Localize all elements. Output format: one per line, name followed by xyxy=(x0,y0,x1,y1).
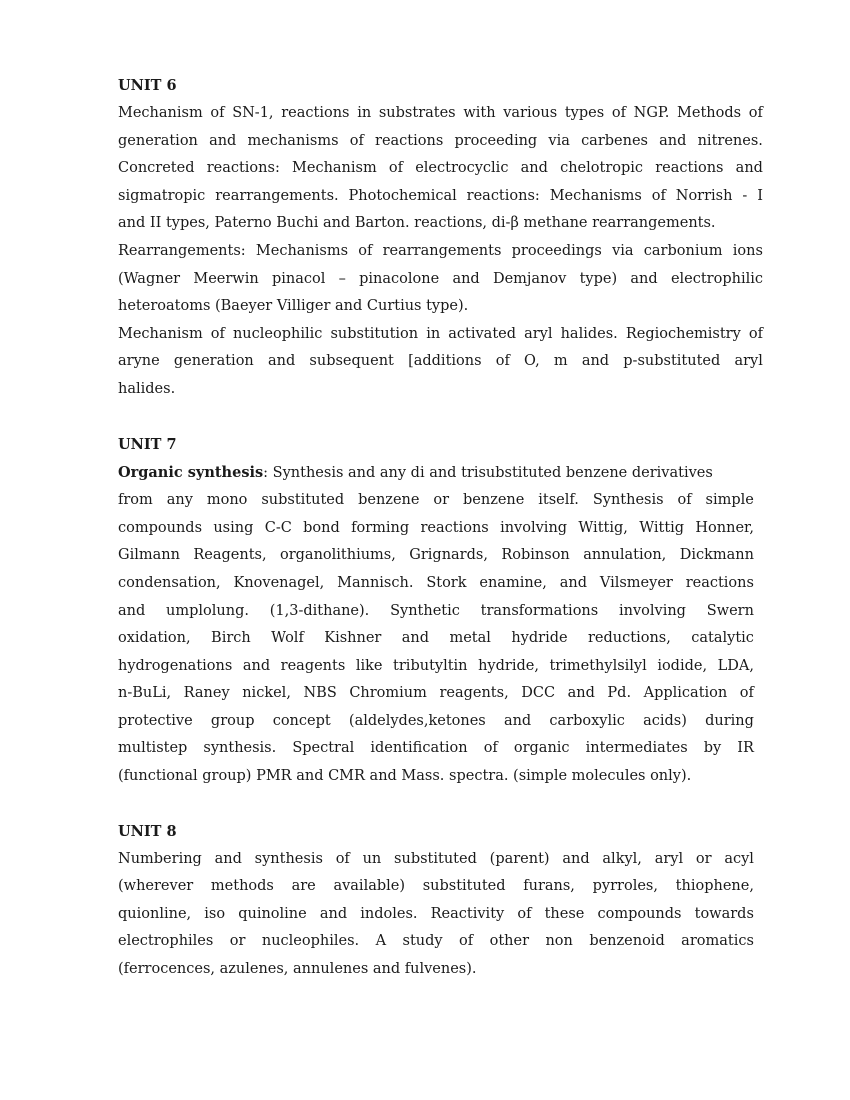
text-line: (ferrocences, azulenes, annulenes and fulvenes). xyxy=(118,961,477,978)
text-line: Concreted reactions: Mechanism of electrocyclic and chelotropic reactions and xyxy=(118,160,763,177)
unit-8-heading: UNIT 8 xyxy=(118,822,177,840)
text-line: from any mono substituted benzene or benzene itself. Synthesis of simple xyxy=(118,492,754,509)
text-line: (Wagner Meerwin pinacol – pinacolone and Demjanov type) and electrophilic xyxy=(118,270,763,287)
text-line: compounds using C-C bond forming reactions involving Wittig, Wittig Honner, xyxy=(118,519,754,536)
text-line: and II types, Paterno Buchi and Barton. reactions, di-β methane rearrangements. xyxy=(118,215,716,232)
text-line: (functional group) PMR and CMR and Mass. spectra. (simple molecules only). xyxy=(118,768,692,785)
organic-synthesis-lead: Organic synthesis xyxy=(118,463,264,481)
unit-7-section xyxy=(118,431,763,791)
text-line: quionline, iso quinoline and indoles. Reactivity of these compounds towards xyxy=(118,905,754,922)
text-line: and umplolung. (1,3-dithane). Synthetic transformations involving Swern xyxy=(118,602,754,619)
text-line: multistep synthesis. Spectral identification of organic intermediates by IR xyxy=(118,740,754,757)
unit-8-section xyxy=(118,818,763,984)
text-line: Mechanism of SN-1, reactions in substrates with various types of NGP. Methods of xyxy=(118,105,763,121)
text-line: generation and mechanisms of reactions proceeding via carbenes and nitrenes. xyxy=(118,132,763,149)
unit-8-body xyxy=(118,846,763,984)
unit-7-body xyxy=(118,487,763,791)
text-line: condensation, Knovenagel, Mannisch. Stork enamine, and Vilsmeyer reactions xyxy=(118,574,754,591)
text-line: halides. xyxy=(118,380,176,397)
text-line: sigmatropic rearrangements. Photochemical reactions: Mechanisms of Norrish - I xyxy=(118,187,763,204)
unit-7-heading: UNIT 7 xyxy=(118,435,177,453)
text-line: (wherever methods are available) substituted furans, pyrroles, thiophene, xyxy=(118,878,754,895)
text-line: heteroatoms (Baeyer Villiger and Curtius type). xyxy=(118,298,469,315)
text-line: Mechanism of nucleophilic substitution in activated aryl halides. Regiochemistry of xyxy=(118,325,763,342)
text-line: electrophiles or nucleophiles. A study of other non benzenoid aromatics xyxy=(118,933,754,950)
unit-6-section xyxy=(118,72,763,404)
unit-7-first-line-text xyxy=(118,459,713,488)
text-line: Rearrangements: Mechanisms of rearrangements proceedings via carbonium ions xyxy=(118,242,763,259)
text-line: oxidation, Birch Wolf Kishner and metal hydride reductions, catalytic xyxy=(118,630,754,647)
unit-7-first-line-rest: : Synthesis and any di and trisubstituted benzene derivatives xyxy=(263,464,713,481)
unit-6-heading: UNIT 6 xyxy=(118,77,177,94)
document-page xyxy=(118,72,763,1011)
unit-6-body xyxy=(118,100,763,404)
text-line: Numbering and synthesis of un substituted (parent) and alkyl, aryl or acyl xyxy=(118,850,754,867)
unit-7-first-line xyxy=(118,459,754,488)
text-line: hydrogenations and reagents like tributyltin hydride, trimethylsilyl iodide, LDA, xyxy=(118,657,754,674)
text-line: n-BuLi, Raney nickel, NBS Chromium reagents, DCC and Pd. Application of xyxy=(118,685,754,702)
text-line: aryne generation and subsequent [additions of O, m and p-substituted aryl xyxy=(118,353,763,370)
text-line: protective group concept (aldelydes,ketones and carboxylic acids) during xyxy=(118,712,754,729)
text-line: Gilmann Reagents, organolithiums, Grignards, Robinson annulation, Dickmann xyxy=(118,547,754,564)
